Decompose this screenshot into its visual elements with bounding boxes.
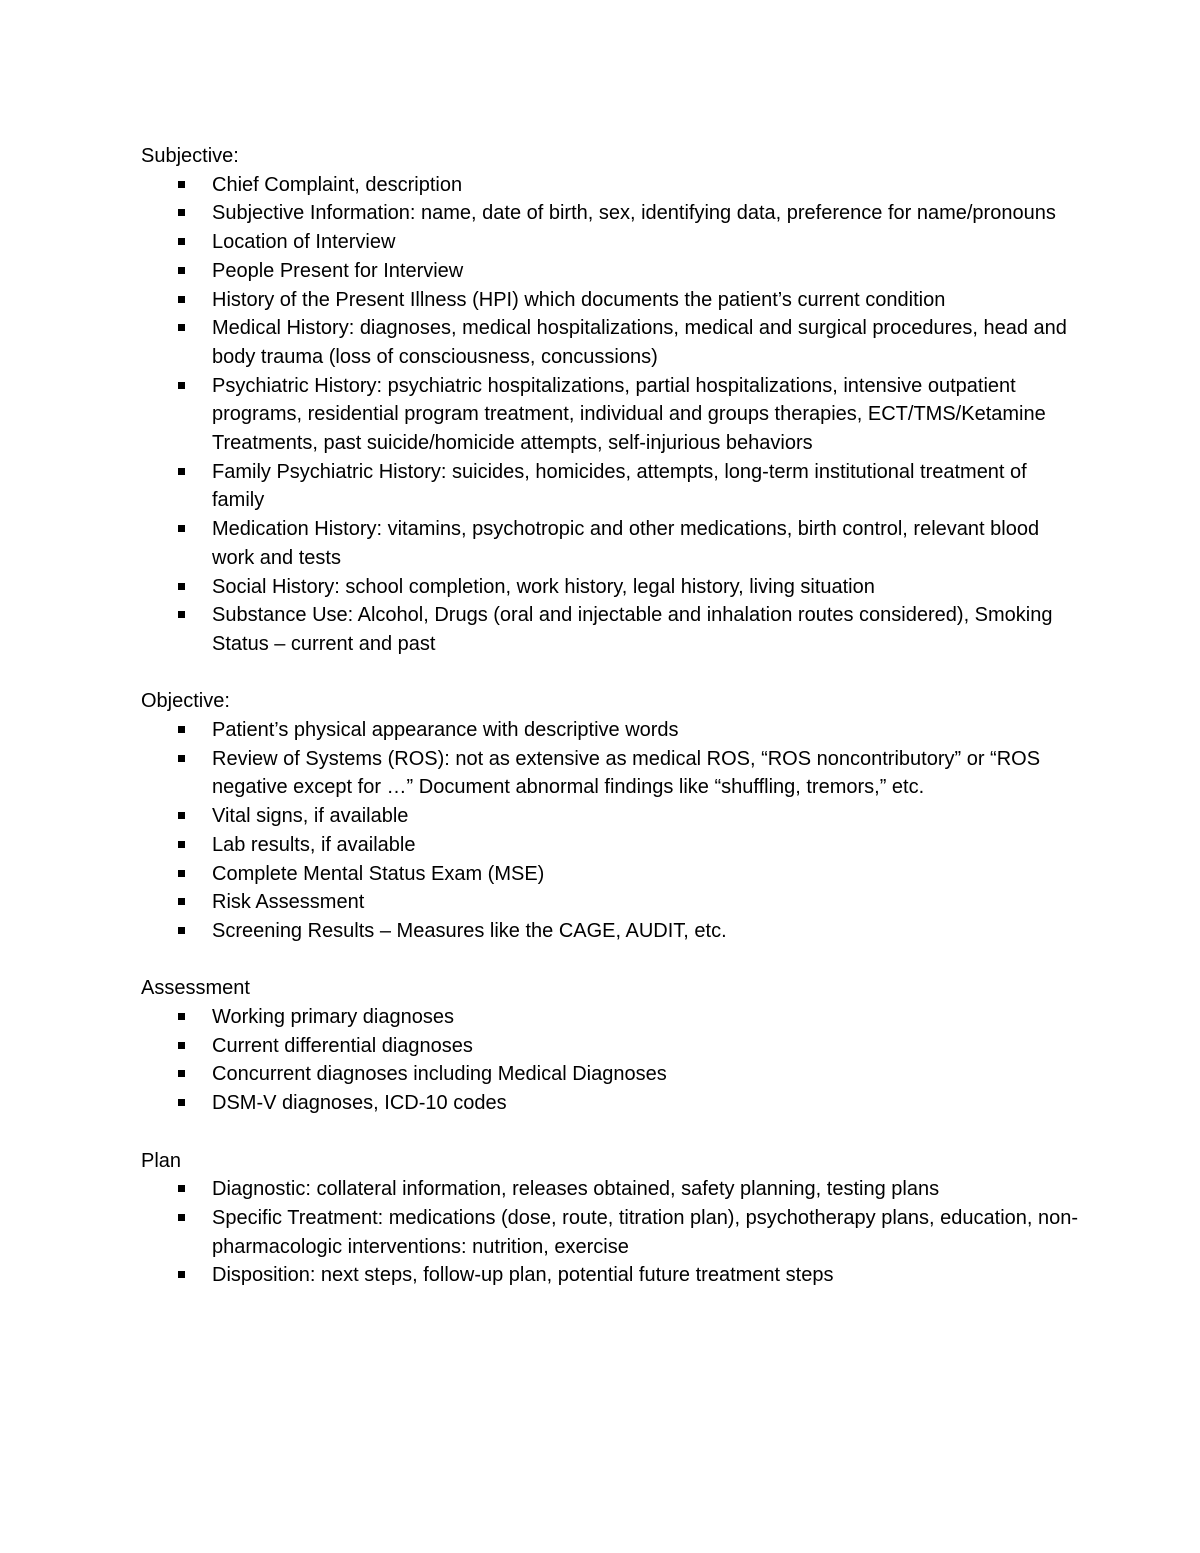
section-heading: Objective: — [141, 690, 230, 713]
list-item — [141, 601, 1081, 658]
square-bullet-icon — [178, 1185, 185, 1192]
bullet-list — [141, 1175, 1081, 1290]
list-item-text: Lab results, if available — [212, 833, 416, 856]
list-item — [141, 745, 1081, 802]
list-item — [141, 716, 1081, 745]
list-item-text: History of the Present Illness (HPI) which documents the patient’s current condition — [212, 288, 946, 311]
list-item — [141, 1003, 1081, 1032]
list-item — [141, 802, 1081, 831]
bullet-list — [141, 171, 1081, 659]
list-item-text: Diagnostic: collateral information, releases obtained, safety planning, testing plans — [212, 1178, 940, 1201]
list-item-text: Social History: school completion, work history, legal history, living situation — [212, 575, 875, 598]
list-item-text: Complete Mental Status Exam (MSE) — [212, 862, 545, 885]
square-bullet-icon — [178, 382, 185, 389]
list-item — [141, 1032, 1081, 1061]
square-bullet-icon — [178, 525, 185, 532]
list-item-text: DSM-V diagnoses, ICD-10 codes — [212, 1092, 507, 1115]
square-bullet-icon — [178, 726, 185, 733]
square-bullet-icon — [178, 755, 185, 762]
square-bullet-icon — [178, 583, 185, 590]
square-bullet-icon — [178, 812, 185, 819]
list-item-text: Family Psychiatric History: suicides, homicides, attempts, long-term institutional treatment of family — [212, 460, 1027, 512]
list-item-text: Screening Results – Measures like the CAGE, AUDIT, etc. — [212, 919, 727, 942]
square-bullet-icon — [178, 296, 185, 303]
list-item — [141, 372, 1081, 458]
square-bullet-icon — [178, 870, 185, 877]
list-item — [141, 1089, 1081, 1118]
list-item-text: Substance Use: Alcohol, Drugs (oral and injectable and inhalation routes considered), Smoking Status – current and past — [212, 604, 1053, 655]
section-objective — [141, 687, 1081, 945]
square-bullet-icon — [178, 267, 185, 274]
list-item-text: Medical History: diagnoses, medical hospitalizations, medical and surgical procedures, head and body trauma (loss of consciousness, concussions) — [212, 317, 1067, 368]
list-item-text: Current differential diagnoses — [212, 1034, 473, 1057]
section-heading: Assessment — [141, 977, 250, 1000]
square-bullet-icon — [178, 611, 185, 618]
square-bullet-icon — [178, 927, 185, 934]
square-bullet-icon — [178, 1042, 185, 1049]
section-heading: Plan — [141, 1149, 182, 1172]
list-item-text: Vital signs, if available — [212, 805, 409, 828]
list-item-text: Specific Treatment: medications (dose, route, titration plan), psychotherapy plans, education, non-pharmacologic interventions: nutrition, exercise — [212, 1206, 1079, 1258]
section-assessment — [141, 974, 1081, 1118]
section-subjective — [141, 142, 1081, 659]
list-item — [141, 831, 1081, 860]
list-item — [141, 888, 1081, 917]
list-item-text: Location of Interview — [212, 231, 396, 254]
list-item — [141, 314, 1081, 371]
list-item — [141, 860, 1081, 889]
list-item-text: Working primary diagnoses — [212, 1006, 454, 1029]
square-bullet-icon — [178, 238, 185, 245]
list-item — [141, 458, 1081, 515]
square-bullet-icon — [178, 468, 185, 475]
list-item — [141, 917, 1081, 946]
list-item — [141, 1060, 1081, 1089]
square-bullet-icon — [178, 209, 185, 216]
list-item-text: Chief Complaint, description — [212, 173, 463, 196]
square-bullet-icon — [178, 1214, 185, 1221]
list-item — [141, 228, 1081, 257]
list-item-text: People Present for Interview — [212, 259, 464, 282]
list-item-text: Psychiatric History: psychiatric hospitalizations, partial hospitalizations, intensive outpatient programs, residential program treatment, individual and groups therapies, ECT/TMS/Ketamine Treatments, past suicide/homicide attempts, self-injurious behaviors — [212, 374, 1046, 455]
bullet-list — [141, 1003, 1081, 1118]
list-item-text: Patient’s physical appearance with descriptive words — [212, 719, 679, 742]
list-item-text: Concurrent diagnoses including Medical Diagnoses — [212, 1063, 667, 1086]
list-item-text: Disposition: next steps, follow-up plan, potential future treatment steps — [212, 1264, 834, 1287]
square-bullet-icon — [178, 1070, 185, 1077]
square-bullet-icon — [178, 181, 185, 188]
list-item — [141, 1175, 1081, 1204]
list-item — [141, 1261, 1081, 1290]
document-body — [141, 142, 1081, 1290]
bullet-list — [141, 716, 1081, 946]
list-item — [141, 199, 1081, 228]
square-bullet-icon — [178, 1271, 185, 1278]
square-bullet-icon — [178, 1013, 185, 1020]
list-item-text: Review of Systems (ROS): not as extensive as medical ROS, “ROS noncontributory” or “ROS negative except for …” Document abnormal findings like “shuffling, tremors,” etc. — [212, 747, 1041, 799]
square-bullet-icon — [178, 1099, 185, 1106]
list-item-text: Risk Assessment — [212, 891, 365, 914]
list-item-text: Subjective Information: name, date of birth, sex, identifying data, preference for name/pronouns — [212, 202, 1056, 225]
square-bullet-icon — [178, 841, 185, 848]
square-bullet-icon — [178, 898, 185, 905]
section-heading: Subjective: — [141, 145, 239, 167]
section-plan — [141, 1147, 1081, 1291]
list-item-text: Medication History: vitamins, psychotropic and other medications, birth control, relevant blood work and tests — [212, 518, 1040, 569]
list-item — [141, 515, 1081, 572]
list-item — [141, 286, 1081, 315]
list-item — [141, 573, 1081, 602]
list-item — [141, 1204, 1081, 1261]
list-item — [141, 257, 1081, 286]
square-bullet-icon — [178, 324, 185, 331]
list-item — [141, 171, 1081, 200]
